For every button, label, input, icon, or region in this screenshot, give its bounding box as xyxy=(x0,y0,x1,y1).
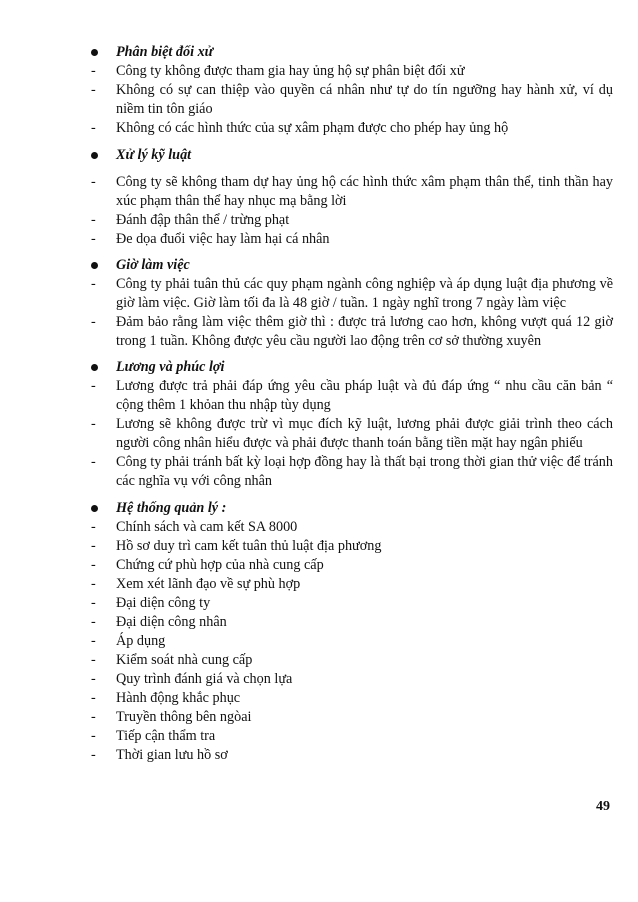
list-item xyxy=(91,556,613,575)
section-management-system xyxy=(91,499,613,765)
list-item-text: Lương sẽ không được trừ vì mục đích kỹ luật, lương phải được giải trình theo cách người công nhân hiểu được và phải được thanh toán bằng tiền mặt hay ngân phiếu xyxy=(116,416,613,451)
list-item xyxy=(91,275,613,313)
page-number: 49 xyxy=(596,799,610,814)
section-heading xyxy=(91,499,613,518)
bullet-icon xyxy=(91,505,98,512)
list-item-text: Hồ sơ duy trì cam kết tuân thủ luật địa phương xyxy=(116,538,382,554)
list-item xyxy=(91,453,613,491)
list-item-text: Kiểm soát nhà cung cấp xyxy=(116,652,253,668)
bullet-icon xyxy=(91,262,98,269)
bullet-icon xyxy=(91,364,98,371)
dash-icon: - xyxy=(91,519,96,535)
dash-icon: - xyxy=(91,709,96,725)
dash-icon: - xyxy=(91,576,96,592)
list-item-text: Chứng cứ phù hợp của nhà cung cấp xyxy=(116,557,324,573)
list-item xyxy=(91,689,613,708)
list-item xyxy=(91,632,613,651)
dash-icon: - xyxy=(91,378,96,394)
dash-icon: - xyxy=(91,416,96,432)
list-item-text: Đe dọa đuổi việc hay làm hại cá nhân xyxy=(116,231,330,247)
dash-icon: - xyxy=(91,63,96,79)
list-item-text: Công ty không được tham gia hay ủng hộ sự phân biệt đối xử xyxy=(116,63,465,79)
section-discrimination xyxy=(91,43,613,138)
list-item xyxy=(91,230,613,249)
list-item-text: Đảm bảo rằng làm việc thêm giờ thì : được trả lương cao hơn, không vượt quá 12 giờ trong 1 tuần. Không được yêu cầu người lao động trên cơ sở thường xuyên xyxy=(116,314,613,349)
list-item-text: Đại diện công nhân xyxy=(116,614,227,630)
list-item xyxy=(91,708,613,727)
heading-text: Giờ làm việc xyxy=(116,257,190,273)
dash-icon: - xyxy=(91,276,96,292)
list-item-text: Quy trình đánh giá và chọn lựa xyxy=(116,671,293,687)
section-wages-benefits xyxy=(91,358,613,491)
list-item xyxy=(91,670,613,689)
bullet-icon xyxy=(91,49,98,56)
list-item xyxy=(91,537,613,556)
heading-text: Lương và phúc lợi xyxy=(116,359,225,375)
list-item xyxy=(91,62,613,81)
list-item-text: Không có các hình thức của sự xâm phạm được cho phép hay ủng hộ xyxy=(116,120,509,136)
dash-icon: - xyxy=(91,454,96,470)
list-item-text: Lương được trả phải đáp ứng yêu cầu pháp luật và đủ đáp ứng “ nhu cầu căn bản “ cộng thêm 1 khỏan thu nhập tùy dụng xyxy=(116,378,613,413)
dash-icon: - xyxy=(91,538,96,554)
list-item-text: Đánh đập thân thể / trừng phạt xyxy=(116,212,290,228)
list-item xyxy=(91,594,613,613)
list-item-text: Xem xét lãnh đạo về sự phù hợp xyxy=(116,576,301,592)
list-item-text: Chính sách và cam kết SA 8000 xyxy=(116,519,298,535)
list-item-text: Thời gian lưu hồ sơ xyxy=(116,747,228,763)
heading-text: Xử lý kỹ luật xyxy=(116,147,192,163)
list-item-text: Công ty sẽ không tham dự hay ủng hộ các hình thức xâm phạm thân thể, tinh thần hay xúc phạm thân thể hay nhục mạ bằng lời xyxy=(116,174,613,209)
dash-icon: - xyxy=(91,82,96,98)
section-heading xyxy=(91,146,613,165)
list-item-text: Tiếp cận thẩm tra xyxy=(116,728,216,744)
list-item xyxy=(91,727,613,746)
list-item xyxy=(91,377,613,415)
dash-icon: - xyxy=(91,174,96,190)
dash-icon: - xyxy=(91,557,96,573)
dash-icon: - xyxy=(91,747,96,763)
dash-icon: - xyxy=(91,633,96,649)
section-heading xyxy=(91,256,613,275)
list-item xyxy=(91,746,613,765)
list-item xyxy=(91,173,613,211)
dash-icon: - xyxy=(91,231,96,247)
dash-icon: - xyxy=(91,314,96,330)
list-item xyxy=(91,415,613,453)
list-item-text: Công ty phải tránh bất kỳ loại hợp đồng hay là thất bại trong thời gian thử việc để tránh các nghĩa vụ với công nhân xyxy=(116,454,613,489)
page-content xyxy=(91,43,613,765)
list-item-text: Áp dụng xyxy=(116,633,166,649)
list-item-text: Đại diện công ty xyxy=(116,595,211,611)
list-item-text: Hành động khắc phục xyxy=(116,690,241,706)
list-item xyxy=(91,651,613,670)
section-discipline xyxy=(91,146,613,249)
list-item xyxy=(91,81,613,119)
list-item xyxy=(91,313,613,351)
heading-text: Phân biệt đối xử xyxy=(116,44,214,60)
list-item-text: Công ty phải tuân thủ các quy phạm ngành công nghiệp và áp dụng luật địa phương về giờ làm việc. Giờ làm tối đa là 48 giờ / tuần. 1 ngày nghĩ trong 7 ngày làm việc xyxy=(116,276,613,311)
dash-icon: - xyxy=(91,120,96,136)
list-item xyxy=(91,211,613,230)
dash-icon: - xyxy=(91,595,96,611)
dash-icon: - xyxy=(91,690,96,706)
section-heading xyxy=(91,358,613,377)
bullet-icon xyxy=(91,152,98,159)
section-working-hours xyxy=(91,256,613,351)
list-item xyxy=(91,613,613,632)
list-item xyxy=(91,119,613,138)
dash-icon: - xyxy=(91,212,96,228)
dash-icon: - xyxy=(91,728,96,744)
list-item-text: Truyền thông bên ngòai xyxy=(116,709,252,725)
dash-icon: - xyxy=(91,671,96,687)
list-item xyxy=(91,518,613,537)
dash-icon: - xyxy=(91,652,96,668)
list-item-text: Không có sự can thiệp vào quyền cá nhân như tự do tín ngưỡng hay hành xử, ví dụ niềm tin tôn giáo xyxy=(116,82,613,117)
heading-text: Hệ thống quản lý : xyxy=(116,500,227,516)
dash-icon: - xyxy=(91,614,96,630)
section-heading xyxy=(91,43,613,62)
list-item xyxy=(91,575,613,594)
